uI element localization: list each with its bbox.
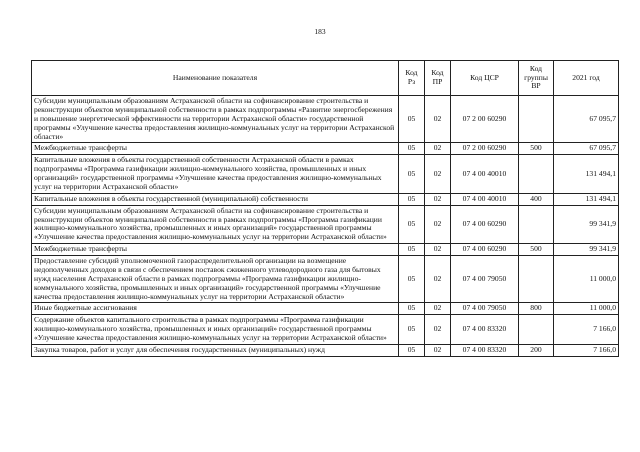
table-row — [32, 256, 619, 303]
row-csr: 07 4 00 79050 — [451, 303, 519, 315]
row-name: Закупка товаров, работ и услуг для обеспечения государственных (муниципальных) нужд — [32, 344, 399, 356]
table-row — [32, 193, 619, 205]
row-pr: 02 — [425, 315, 451, 345]
row-pr: 02 — [425, 155, 451, 194]
table-row — [32, 244, 619, 256]
row-name: Межбюджетные трансферты — [32, 244, 399, 256]
row-amount: 67 095,7 — [554, 96, 619, 143]
row-amount: 131 494,1 — [554, 193, 619, 205]
table-row — [32, 303, 619, 315]
row-amount: 11 000,0 — [554, 256, 619, 303]
row-vr — [519, 315, 554, 345]
row-rz: 05 — [399, 303, 425, 315]
row-pr: 02 — [425, 344, 451, 356]
table-row — [32, 205, 619, 244]
row-vr: 200 — [519, 344, 554, 356]
row-name: Капитальные вложения в объекты государственной собственности Астраханской области в рамках подпрограммы «Программа газификации жилищно-коммунального хозяйства, промышленных и иных организаций» государственной программы «Улучшение качества предоставления жилищно-коммунальных услуг на территории Астраханской области» — [32, 155, 399, 194]
row-rz: 05 — [399, 193, 425, 205]
row-pr: 02 — [425, 96, 451, 143]
row-csr: 07 4 00 40010 — [451, 155, 519, 194]
row-name: Субсидии муниципальным образованиям Астраханской области на софинансирование строительства и реконструкции объектов муниципальной собственности в рамках подпрограммы «Программа газификации жилищно-коммунального хозяйства, промышленных и иных организаций» государственной программы «Улучшение качества предоставления жилищно-коммунальных услуг на территории Астраханской области» — [32, 205, 399, 244]
row-csr: 07 4 00 60290 — [451, 244, 519, 256]
row-vr: 800 — [519, 303, 554, 315]
row-vr: 500 — [519, 244, 554, 256]
row-rz: 05 — [399, 315, 425, 345]
budget-table — [31, 60, 619, 357]
row-amount: 131 494,1 — [554, 155, 619, 194]
header-csr: Код ЦСР — [451, 61, 519, 96]
row-csr: 07 4 00 83320 — [451, 344, 519, 356]
row-rz: 05 — [399, 244, 425, 256]
table-row — [32, 344, 619, 356]
row-name: Предоставление субсидий уполномоченной газораспределительной организации на возмещение недополученных доходов в связи с обеспечением поставок сжиженного углеводородного газа для бытовых нужд населения Астраханской области в рамках подпрограммы «Программа газификации жилищно-коммунального хозяйства, промышленных и иных организаций» государственной программы «Улучшение качества предоставления жилищно-коммунальных услуг на территории Астраханской области» — [32, 256, 399, 303]
row-amount: 7 166,0 — [554, 315, 619, 345]
row-csr: 07 4 00 60290 — [451, 205, 519, 244]
row-vr — [519, 205, 554, 244]
row-rz: 05 — [399, 344, 425, 356]
row-vr: 500 — [519, 143, 554, 155]
page-number: 183 — [314, 27, 326, 36]
table-row — [32, 96, 619, 143]
row-rz: 05 — [399, 143, 425, 155]
header-pr: Код ПР — [425, 61, 451, 96]
row-csr: 07 4 00 83320 — [451, 315, 519, 345]
row-csr: 07 4 00 79050 — [451, 256, 519, 303]
row-rz: 05 — [399, 155, 425, 194]
row-csr: 07 4 00 40010 — [451, 193, 519, 205]
row-pr: 02 — [425, 193, 451, 205]
row-pr: 02 — [425, 205, 451, 244]
table-row — [32, 155, 619, 194]
row-name: Иные бюджетные ассигнования — [32, 303, 399, 315]
row-amount: 99 341,9 — [554, 244, 619, 256]
header-rz: Код Рз — [399, 61, 425, 96]
row-vr — [519, 256, 554, 303]
row-pr: 02 — [425, 244, 451, 256]
row-rz: 05 — [399, 256, 425, 303]
row-name: Содержание объектов капитального строительства в рамках подпрограммы «Программа газификации жилищно-коммунального хозяйства, промышленных и иных организаций» государственной программы «Улучшение качества предоставления жилищно-коммунальных услуг на территории Астраханской области» — [32, 315, 399, 345]
header-year: 2021 год — [554, 61, 619, 96]
header-vr: Код группы ВР — [519, 61, 554, 96]
row-rz: 05 — [399, 205, 425, 244]
row-pr: 02 — [425, 256, 451, 303]
row-rz: 05 — [399, 96, 425, 143]
row-vr — [519, 155, 554, 194]
table-row — [32, 143, 619, 155]
table-header-row — [32, 61, 619, 96]
row-amount: 11 000,0 — [554, 303, 619, 315]
row-vr — [519, 96, 554, 143]
row-vr: 400 — [519, 193, 554, 205]
row-amount: 7 166,0 — [554, 344, 619, 356]
table-row — [32, 315, 619, 345]
row-amount: 67 095,7 — [554, 143, 619, 155]
row-pr: 02 — [425, 143, 451, 155]
row-amount: 99 341,9 — [554, 205, 619, 244]
row-name: Капитальные вложения в объекты государственной (муниципальной) собственности — [32, 193, 399, 205]
row-csr: 07 2 00 60290 — [451, 96, 519, 143]
row-name: Межбюджетные трансферты — [32, 143, 399, 155]
row-pr: 02 — [425, 303, 451, 315]
row-csr: 07 2 00 60290 — [451, 143, 519, 155]
header-name: Наименование показателя — [32, 61, 399, 96]
row-name: Субсидии муниципальным образованиям Астраханской области на софинансирование строительства и реконструкции объектов муниципальной собственности в рамках подпрограммы «Развитие энергосбережения и повышение энергетической эффективности на территории Астраханской области» государственной программы «Улучшение качества предоставления жилищно-коммунальных услуг на территории Астраханской области» — [32, 96, 399, 143]
